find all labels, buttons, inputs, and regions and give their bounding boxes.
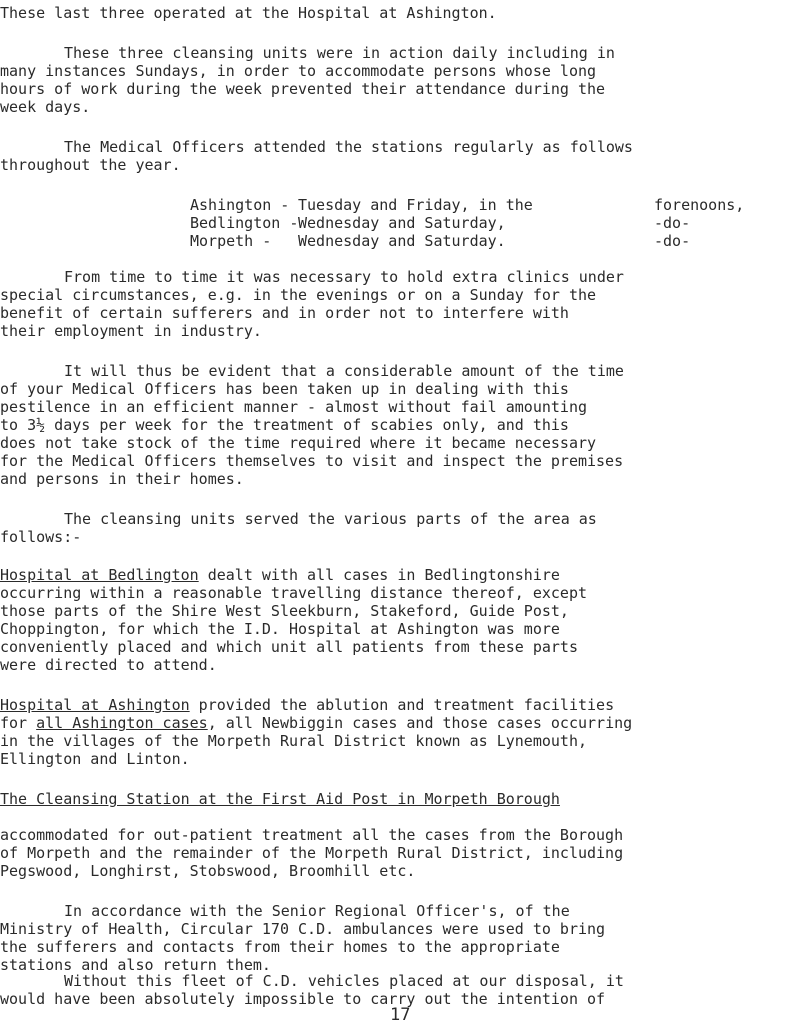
text-line — [0, 696, 614, 715]
schedule-days: Wednesday and Saturday, — [298, 214, 506, 232]
schedule-place: Morpeth - — [190, 232, 272, 250]
text-run: provided the ablution and treatment facilities — [189, 696, 615, 714]
text-line: occurring within a reasonable travelling distance thereof, except — [0, 584, 587, 602]
text-line: special circumstances, e.g. in the evenings or on a Sunday for the — [0, 286, 597, 304]
schedule-place: Bedlington - — [190, 214, 299, 232]
text-line: Ellington and Linton. — [0, 750, 190, 768]
underlined-text: all Ashington cases — [36, 714, 208, 732]
text-line: and persons in their homes. — [0, 470, 244, 488]
schedule-time: forenoons, — [654, 196, 745, 214]
text-line: pestilence in an efficient manner - almost without fail amounting — [0, 398, 587, 416]
text-line: These three cleansing units were in action daily including in — [64, 44, 615, 62]
schedule-row — [190, 196, 744, 214]
text-line: in the villages of the Morpeth Rural District known as Lynemouth, — [0, 732, 587, 750]
text-line: Pegswood, Longhirst, Stobswood, Broomhill etc. — [0, 862, 416, 880]
text-line: their employment in industry. — [0, 322, 262, 340]
text-line: stations and also return them. — [0, 956, 271, 974]
text-line — [0, 566, 560, 585]
text-line: In accordance with the Senior Regional Officer's, of the — [64, 902, 570, 920]
text-line: week days. — [0, 98, 91, 116]
schedule-days: Wednesday and Saturday. — [298, 232, 506, 250]
text-line: accommodated for out-patient treatment all the cases from the Borough — [0, 826, 624, 844]
text-line: of your Medical Officers has been taken up in dealing with this — [0, 380, 569, 398]
text-line: Without this fleet of C.D. vehicles placed at our disposal, it — [64, 972, 624, 990]
schedule-time: -do- — [654, 214, 691, 232]
text-run: , all Newbiggin cases and those cases occurring — [207, 714, 633, 732]
text-line: The cleansing units served the various parts of the area as — [64, 510, 597, 528]
text-line: were directed to attend. — [0, 656, 217, 674]
text-run: dealt with all cases in Bedlingtonshire — [198, 566, 560, 584]
schedule-place: Ashington - — [190, 196, 290, 214]
text-line: to 3½ days per week for the treatment of scabies only, and this — [0, 416, 569, 434]
text-line: Choppington, for which the I.D. Hospital at Ashington was more — [0, 620, 560, 638]
text-line: From time to time it was necessary to hold extra clinics under — [64, 268, 624, 286]
text-line: It will thus be evident that a considerable amount of the time — [64, 362, 624, 380]
text-line: benefit of certain sufferers and in order not to interfere with — [0, 304, 569, 322]
text-line: does not take stock of the time required where it became necessary — [0, 434, 597, 452]
schedule-row — [190, 214, 744, 232]
text-line — [0, 714, 632, 733]
schedule-time: -do- — [654, 232, 691, 250]
text-line: follows:- — [0, 528, 82, 546]
section-lead: Hospital at Bedlington — [0, 566, 199, 584]
page-number: 17 — [390, 1005, 411, 1025]
text-line: conveniently placed and which unit all patients from these parts — [0, 638, 578, 656]
text-line: those parts of the Shire West Sleekburn, Stakeford, Guide Post, — [0, 602, 569, 620]
text-line: throughout the year. — [0, 156, 181, 174]
text-line: Ministry of Health, Circular 170 C.D. ambulances were used to bring — [0, 920, 606, 938]
schedule-days: Tuesday and Friday, in the — [298, 196, 533, 214]
text-run: for — [0, 714, 37, 732]
schedule-row — [190, 232, 744, 250]
text-line: would have been absolutely impossible to carry out the intention of — [0, 990, 606, 1008]
text-line: of Morpeth and the remainder of the Morpeth Rural District, including — [0, 844, 624, 862]
clinic-schedule — [190, 196, 744, 250]
text-line: The Medical Officers attended the stations regularly as follows — [64, 138, 633, 156]
text-line: many instances Sundays, in order to accommodate persons whose long — [0, 62, 597, 80]
heading-line: These last three operated at the Hospital at Ashington. — [0, 4, 497, 22]
text-line: hours of work during the week prevented their attendance during the — [0, 80, 606, 98]
section-lead: The Cleansing Station at the First Aid Post in Morpeth Borough — [0, 790, 560, 808]
section-lead: Hospital at Ashington — [0, 696, 190, 714]
text-line: for the Medical Officers themselves to visit and inspect the premises — [0, 452, 624, 470]
text-line: the sufferers and contacts from their homes to the appropriate — [0, 938, 560, 956]
